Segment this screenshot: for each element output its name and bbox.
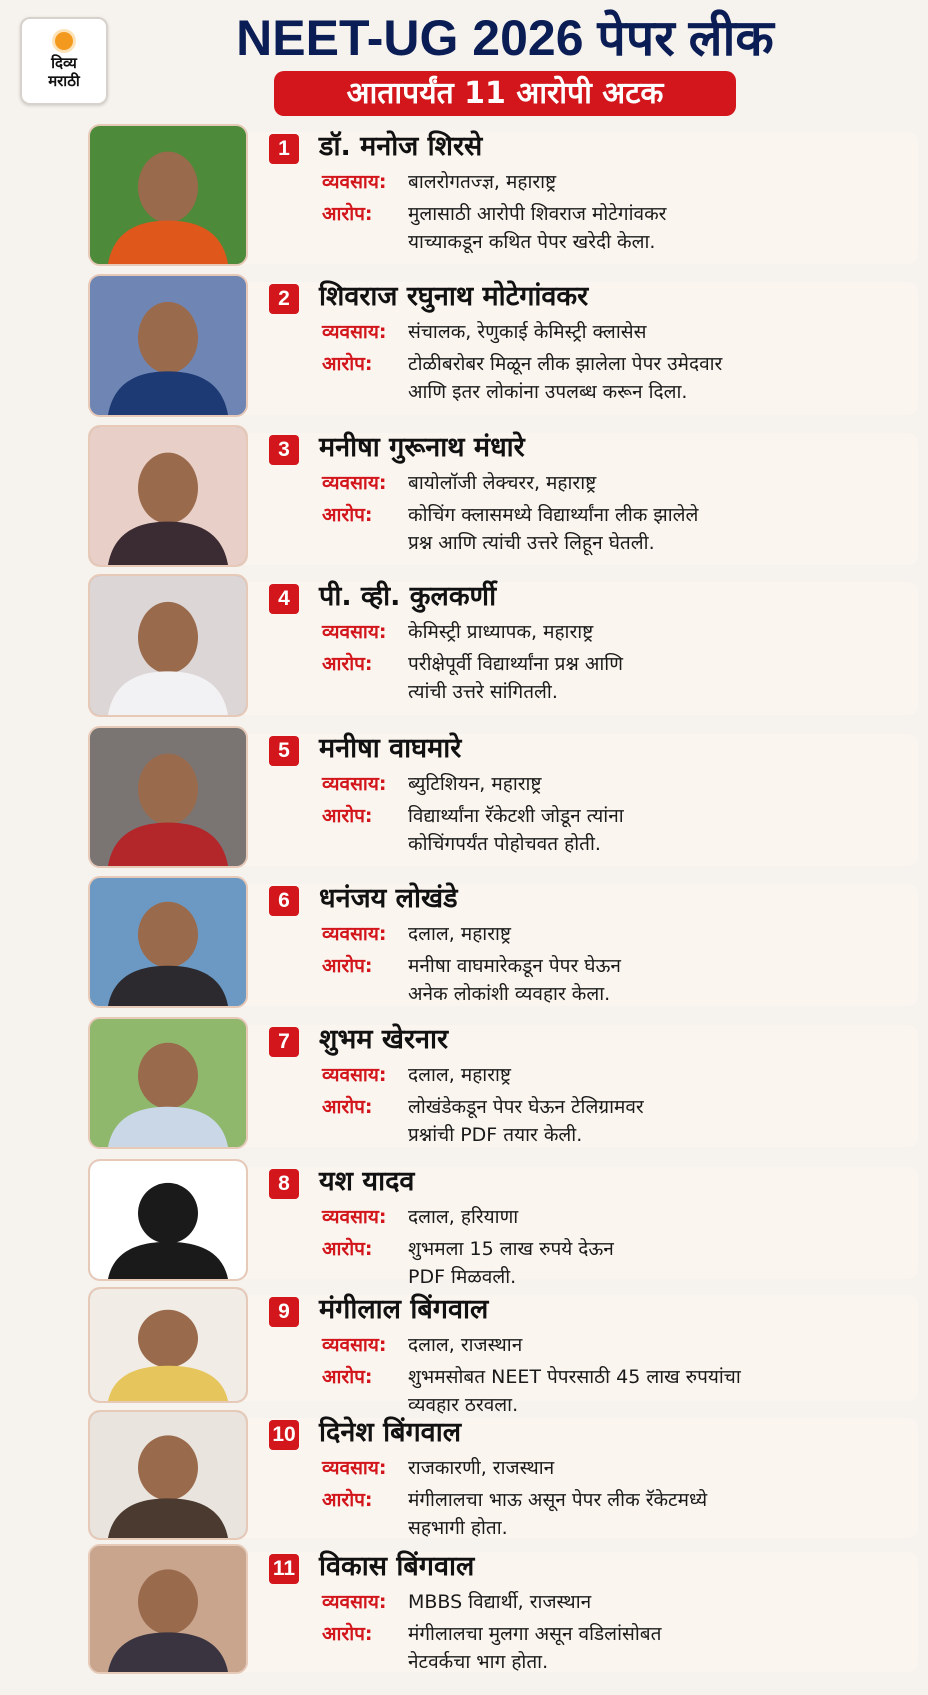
- accused-number: 9: [269, 1297, 299, 1327]
- allegation-label: आरोप:: [322, 1366, 373, 1388]
- accused-number: 1: [269, 134, 299, 164]
- accused-name: विकास बिंगवाल: [319, 1551, 475, 1582]
- allegation-row: [322, 1235, 614, 1291]
- accused-card: [88, 1410, 918, 1540]
- person-photo: [88, 1410, 248, 1540]
- occupation-label: व्यवसाय:: [322, 923, 387, 945]
- accused-card: [88, 876, 918, 1008]
- photo-head: [138, 754, 198, 825]
- person-photo: [88, 1287, 248, 1403]
- allegation-label: आरोप:: [322, 1623, 373, 1645]
- person-photo: [88, 574, 248, 717]
- person-photo: [88, 425, 248, 567]
- occupation-row: [322, 1203, 518, 1231]
- occupation-row: [322, 168, 556, 196]
- accused-card: [88, 124, 918, 266]
- accused-card: [88, 726, 918, 868]
- allegation-label: आरोप:: [322, 955, 373, 977]
- photo-head: [138, 152, 198, 223]
- accused-number: 6: [269, 886, 299, 916]
- allegation-value: मंगीलालचा भाऊ असून पेपर लीक रॅकेटमध्ये सहभागी होता.: [408, 1489, 708, 1539]
- accused-name: शिवराज रघुनाथ मोटेगांवकर: [319, 281, 589, 312]
- allegation-value: टोळीबरोबर मिळून लीक झालेला पेपर उमेदवार आणि इतर लोकांना उपलब्ध करून दिला.: [408, 353, 723, 403]
- accused-card: [88, 274, 918, 417]
- accused-number: 8: [269, 1169, 299, 1199]
- allegation-value: कोचिंग क्लासमध्ये विद्यार्थ्यांना लीक झालेले प्रश्न आणि त्यांची उत्तरे लिहून घेतली.: [408, 504, 699, 554]
- allegation-label: आरोप:: [322, 203, 373, 225]
- photo-head: [138, 1435, 198, 1500]
- photo-head: [138, 902, 198, 968]
- occupation-label: व्यवसाय:: [322, 171, 387, 193]
- occupation-row: [322, 1331, 522, 1359]
- accused-name: मनीषा गुरूनाथ मंधारे: [319, 432, 525, 463]
- occupation-row: [322, 920, 511, 948]
- subtitle-badge: आतापर्यंत 11 आरोपी अटक: [274, 71, 736, 116]
- photo-head: [138, 1043, 198, 1109]
- allegation-value: शुभमसोबत NEET पेपरसाठी 45 लाख रुपयांचा व्यवहार ठरवला.: [408, 1366, 741, 1416]
- occupation-label: व्यवसाय:: [322, 1457, 387, 1479]
- accused-card: [88, 425, 918, 567]
- accused-number: 4: [269, 584, 299, 614]
- allegation-label: आरोप:: [322, 504, 373, 526]
- allegation-label: आरोप:: [322, 1489, 373, 1511]
- allegation-row: [322, 1620, 661, 1676]
- brand-line-1: दिव्य: [51, 54, 77, 72]
- allegation-label: आरोप:: [322, 1238, 373, 1260]
- allegation-value: परीक्षेपूर्वी विद्यार्थ्यांना प्रश्न आणि त्यांची उत्तरे सांगितली.: [408, 653, 623, 703]
- accused-card: [88, 1544, 918, 1674]
- photo-head: [138, 453, 198, 524]
- photo-head: [138, 302, 198, 373]
- occupation-value: ब्युटिशियन, महाराष्ट्र: [408, 773, 542, 795]
- occupation-value: दलाल, महाराष्ट्र: [408, 923, 512, 945]
- allegation-label: आरोप:: [322, 805, 373, 827]
- occupation-value: बालरोगतज्ज्ञ, महाराष्ट्र: [408, 171, 557, 193]
- allegation-value: मुलासाठी आरोपी शिवराज मोटेगांवकर याच्याकडून कथित पेपर खरेदी केला.: [408, 203, 667, 253]
- accused-number: 5: [269, 736, 299, 766]
- allegation-row: [322, 1093, 644, 1149]
- allegation-row: [322, 350, 722, 406]
- person-photo: [88, 1159, 248, 1281]
- allegation-label: आरोप:: [322, 1096, 373, 1118]
- accused-name: मनीषा वाघमारे: [319, 733, 462, 764]
- accused-name: यश यादव: [319, 1166, 415, 1197]
- occupation-label: व्यवसाय:: [322, 321, 387, 343]
- allegation-row: [322, 802, 624, 858]
- brand-logo: [20, 17, 108, 105]
- occupation-value: केमिस्ट्री प्राध्यापक, महाराष्ट्र: [408, 621, 594, 643]
- occupation-row: [322, 770, 542, 798]
- person-photo: [88, 274, 248, 417]
- allegation-row: [322, 952, 621, 1008]
- occupation-value: राजकारणी, राजस्थान: [408, 1457, 555, 1479]
- person-photo: [88, 876, 248, 1008]
- accused-name: धनंजय लोखंडे: [319, 883, 458, 914]
- occupation-label: व्यवसाय:: [322, 472, 387, 494]
- allegation-value: मंगीलालचा मुलगा असून वडिलांसोबत नेटवर्कचा भाग होता.: [408, 1623, 662, 1673]
- occupation-label: व्यवसाय:: [322, 1206, 387, 1228]
- allegation-value: शुभमला 15 लाख रुपये देऊन PDF मिळवली.: [408, 1238, 614, 1288]
- allegation-value: मनीषा वाघमारेकडून पेपर घेऊन अनेक लोकांशी व्यवहार केला.: [408, 955, 621, 1005]
- accused-number: 11: [269, 1554, 299, 1584]
- person-photo: [88, 726, 248, 868]
- accused-number: 3: [269, 435, 299, 465]
- allegation-value: विद्यार्थ्यांना रॅकेटशी जोडून त्यांना कोचिंगपर्यंत पोहोचवत होती.: [408, 805, 624, 855]
- accused-name: पी. व्ही. कुलकर्णी: [319, 581, 497, 612]
- accused-number: 2: [269, 284, 299, 314]
- occupation-row: [322, 1588, 591, 1616]
- brand-line-2: मराठी: [48, 72, 80, 90]
- occupation-label: व्यवसाय:: [322, 773, 387, 795]
- occupation-row: [322, 318, 646, 346]
- photo-head: [138, 1183, 198, 1244]
- accused-card: [88, 1017, 918, 1149]
- occupation-label: व्यवसाय:: [322, 1334, 387, 1356]
- accused-card: [88, 1159, 918, 1288]
- accused-name: दिनेश बिंगवाल: [319, 1417, 461, 1448]
- page-title: NEET-UG 2026 पेपर लीक: [236, 10, 774, 66]
- photo-head: [138, 1310, 198, 1368]
- occupation-value: दलाल, राजस्थान: [408, 1334, 523, 1356]
- allegation-row: [322, 200, 666, 256]
- occupation-row: [322, 1454, 554, 1482]
- occupation-value: दलाल, महाराष्ट्र: [408, 1064, 512, 1086]
- occupation-label: व्यवसाय:: [322, 1591, 387, 1613]
- sun-icon: [55, 32, 73, 50]
- accused-name: मंगीलाल बिंगवाल: [319, 1294, 489, 1325]
- accused-number: 10: [269, 1420, 299, 1450]
- photo-head: [138, 1569, 198, 1634]
- accused-name: डॉ. मनोज शिरसे: [319, 131, 483, 162]
- allegation-label: आरोप:: [322, 353, 373, 375]
- occupation-row: [322, 618, 593, 646]
- occupation-value: संचालक, रेणुकाई केमिस्ट्री क्लासेस: [408, 321, 647, 343]
- accused-name: शुभम खेरनार: [319, 1024, 449, 1055]
- person-photo: [88, 1017, 248, 1149]
- allegation-value: लोखंडेकडून पेपर घेऊन टेलिग्रामवर प्रश्नांची PDF तयार केली.: [408, 1096, 644, 1146]
- allegation-row: [322, 650, 623, 706]
- allegation-row: [322, 1486, 707, 1542]
- accused-card: [88, 1287, 918, 1416]
- allegation-label: आरोप:: [322, 653, 373, 675]
- occupation-row: [322, 469, 596, 497]
- occupation-row: [322, 1061, 511, 1089]
- occupation-value: MBBS विद्यार्थी, राजस्थान: [408, 1591, 592, 1613]
- accused-card: [88, 574, 918, 717]
- occupation-value: दलाल, हरियाणा: [408, 1206, 519, 1228]
- occupation-label: व्यवसाय:: [322, 1064, 387, 1086]
- allegation-row: [322, 501, 698, 557]
- person-photo: [88, 124, 248, 266]
- occupation-value: बायोलॉजी लेक्चरर, महाराष्ट्र: [408, 472, 597, 494]
- photo-head: [138, 602, 198, 673]
- accused-number: 7: [269, 1027, 299, 1057]
- occupation-label: व्यवसाय:: [322, 621, 387, 643]
- person-photo: [88, 1544, 248, 1674]
